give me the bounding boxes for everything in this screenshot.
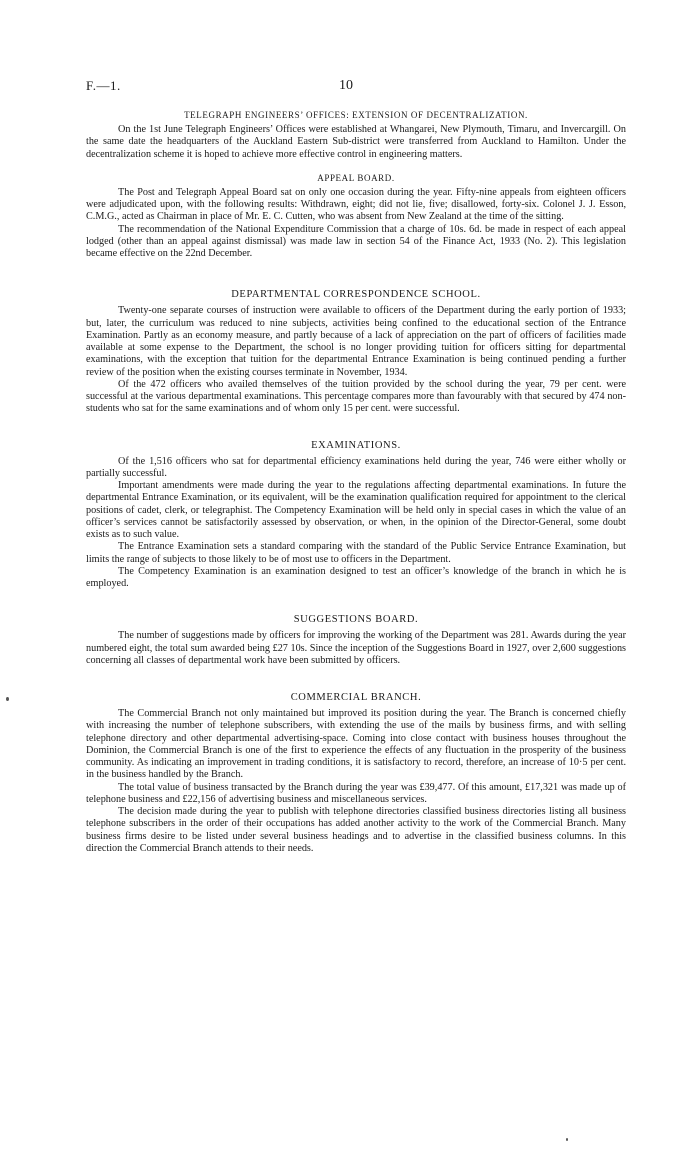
section-appeal-board bbox=[86, 173, 626, 261]
section-title: APPEAL BOARD. bbox=[317, 172, 395, 183]
page-number: 10 bbox=[339, 78, 353, 93]
section-title: EXAMINATIONS. bbox=[311, 439, 401, 451]
paragraph: The Entrance Examination sets a standard comparing with the standard of the Public Service Entrance Examination, but limits the range of subjects to those likely to be of most use to officers in the Department. bbox=[86, 541, 626, 565]
paragraph: Important amendments were made during the year to the regulations affecting departmental examinations. In future the departmental Entrance Examination, or its equivalent, will be the examination qualification required for appointment to the clerical positions of cadet, clerk, or telegraphist. The Competency Examination will be held only in special cases in which the value of an officer’s services cannot be satisfactorily assessed by observation, or when, in the opinion of the Director-General, some doubt exists as to such value. bbox=[86, 480, 626, 540]
paragraph: The Competency Examination is an examination designed to test an officer’s knowledge of the branch in which he is employed. bbox=[86, 565, 626, 589]
section-telegraph-engineers-offices bbox=[86, 110, 626, 161]
paragraph: Of the 472 officers who availed themselves of the tuition provided by the school during the year, 79 per cent. were successful at the various departmental examinations. This percentage compares more than favourably with that secured by 474 non-students who sat for the same examinations and of whom only 15 per cent. were successful. bbox=[86, 378, 626, 415]
scan-speck bbox=[6, 697, 9, 701]
section-title: DEPARTMENTAL CORRESPONDENCE SCHOOL. bbox=[231, 289, 481, 301]
scan-speck bbox=[566, 1138, 568, 1141]
section-title: TELEGRAPH ENGINEERS’ OFFICES: EXTENSION OF DECENTRALIZATION. bbox=[184, 110, 528, 120]
section-title: SUGGESTIONS BOARD. bbox=[293, 614, 419, 626]
paragraph: Of the 1,516 officers who sat for departmental efficiency examinations held during the year, 746 were either wholly or partially successful. bbox=[86, 455, 626, 479]
section-correspondence-school bbox=[86, 289, 626, 415]
document-body bbox=[86, 110, 626, 855]
section-suggestions-board bbox=[86, 614, 626, 667]
section-commercial-branch bbox=[86, 692, 626, 855]
document-reference: F.—1. bbox=[86, 78, 121, 93]
paragraph: The decision made during the year to publish with telephone directories classified business directories listing all business telephone subscribers in the order of their occupations has added another activity to the work of the Commercial Branch. Many business firms desire to be listed under several business headings and to advertise in the classified business columns. In this direction the Commercial Branch attends to their needs. bbox=[86, 806, 626, 854]
paragraph: Twenty-one separate courses of instruction were available to officers of the Department during the early portion of 1933; but, later, the curriculum was reduced to nine subjects, activities being confined to the educational section of the Entrance Examination. Partly as an economy measure, and partly because of a lack of appreciation on the part of officers of facilities made available at some expense to the Department, the school is no longer providing tuition for officers sitting for departmental examinations, with the exception that tuition for the departmental Entrance Examination is being continued pending a further review of the position when the existing courses terminate in November, 1934. bbox=[86, 305, 626, 378]
section-title: COMMERCIAL BRANCH. bbox=[290, 692, 422, 703]
paragraph: The Commercial Branch not only maintained but improved its position during the year. The Branch is concerned chiefly with increasing the number of telephone subscribers, with extending the use of the mails by business firms, and with selling telephone directory and other departmental advertising-space. Coming into close contact with business houses throughout the Dominion, the Commercial Branch is one of the first to experience the effects of any fluctuation in the prosperity of the business community. As indicating an improvement in trading conditions, it is satisfactory to record, therefore, an increase of 10·5 per cent. in the business handled by the Branch. bbox=[86, 708, 626, 781]
paragraph: The recommendation of the National Expenditure Commission that a charge of 10s. 6d. be made in respect of each appeal lodged (other than an appeal against dismissal) was made law in section 54 of the Finance Act, 1933 (No. 2). This legislation became effective on the 22nd December. bbox=[86, 223, 626, 259]
section-examinations bbox=[86, 440, 626, 591]
paragraph: On the 1st June Telegraph Engineers’ Offices were established at Whangarei, New Plymouth, Timaru, and Invercargill. On the same date the headquarters of the Auckland Eastern Sub-district were transferred from Auckland to Hamilton. Under the decentralization scheme it is hoped to achieve more effective control in engineering matters. bbox=[86, 124, 626, 160]
paragraph: The number of suggestions made by officers for improving the working of the Department was 281. Awards during the year numbered eight, the total sum awarded being £27 10s. Since the inception of the Suggestions Board in 1927, over 2,600 suggestions concerning all classes of departmental work have been submitted by officers. bbox=[86, 630, 626, 666]
paragraph: The Post and Telegraph Appeal Board sat on only one occasion during the year. Fifty-nine appeals from eighteen officers were adjudicated upon, with the following results: Withdrawn, eight; did not lie, five; disallowed, forty-six. Colonel J. J. Esson, C.M.G., acted as Chairman in place of Mr. E. C. Cutten, who was absent from New Zealand at the time of the sitting. bbox=[86, 186, 626, 223]
paragraph: The total value of business transacted by the Branch during the year was £39,477. Of this amount, £17,321 was made up of telephone business and £22,156 of advertising business and miscellaneous services. bbox=[86, 781, 626, 805]
